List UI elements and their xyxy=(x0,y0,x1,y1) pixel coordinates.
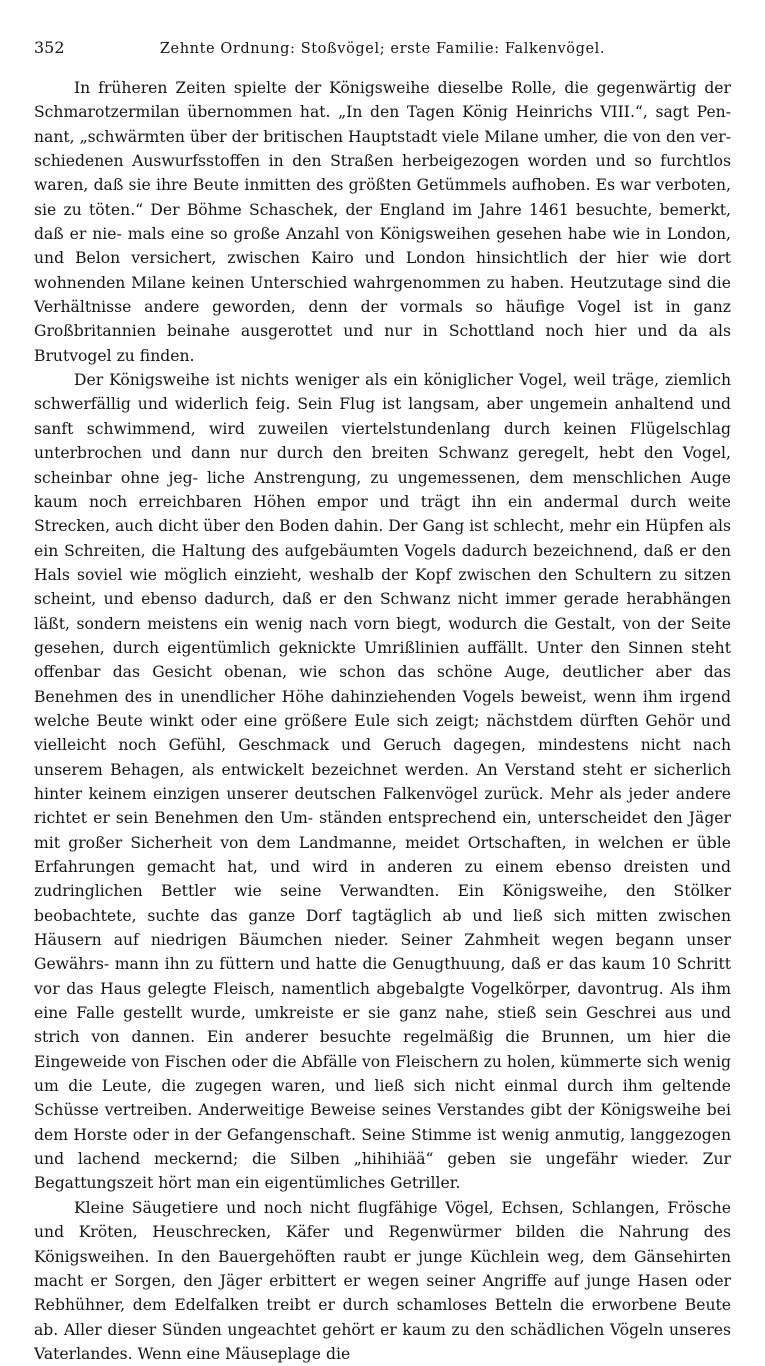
paragraph-diet: Kleine Säugetiere und noch nicht flugfähige Vögel, Echsen, Schlangen, Frösche und Kröten, Heuschrecken, Käfer und Regenwürmer bilden die Nahrung des Königsweihen. In den Bauergehöften raubt er junge Küchlein weg, dem Gänsehirten macht er Sorgen, den Jäger erbittert er wegen seiner Angriffe auf junge Hasen oder Rebhühner, dem Edelfalken treibt er durch schamloses Betteln die erworbene Beute ab. Aller dieser Sünden ungeachtet gehört er kaum zu den schädlichen Vögeln unseres Vaterlandes. Wenn eine Mäuseplage die xyxy=(34,1198,731,1363)
page-number: 352 xyxy=(34,38,65,57)
text-body xyxy=(34,76,731,1366)
paragraph-history: In früheren Zeiten spielte der Königsweihe dieselbe Rolle, die gegenwärtig der Schmarotzermilan übernommen hat. „In den Tagen König Heinrichs VIII.“, sagt Pen- nant, „schwärmten über der britischen Hauptstadt viele Milane umher, die von den ver- schiedenen Auswurfsstoffen in den Straßen herbeigezogen worden und so furchtlos waren, daß sie ihre Beute inmitten des größten Getümmels aufhoben. Es war verboten, sie zu töten.“ Der Böhme Schaschek, der England im Jahre 1461 besuchte, bemerkt, daß er nie- mals eine so große Anzahl von Königsweihen gesehen habe wie in London, und Belon versichert, zwischen Kairo und London hinsichtlich der hier wie dort wohnenden Milane keinen Unterschied wahrgenommen zu haben. Heutzutage sind die Verhältnisse andere geworden, denn der vormals so häufige Vogel ist in ganz Großbritannien beinahe ausgerottet und nur in Schottland noch hier und da als Brutvogel zu finden. xyxy=(34,79,731,365)
running-head-title: Zehnte Ordnung: Stoßvögel; erste Familie: Falkenvögel. xyxy=(159,41,606,57)
paragraph-behavior: Der Königsweihe ist nichts weniger als ein königlicher Vogel, weil träge, ziemlich schwerfällig und widerlich feig. Sein Flug ist langsam, aber ungemein anhaltend und sanft schwimmend, wird zuweilen viertelstundenlang durch keinen Flügelschlag unterbrochen und dann nur durch den breiten Schwanz geregelt, hebt den Vogel, scheinbar ohne jeg- liche Anstrengung, zu ungemessenen, dem menschlichen Auge kaum noch erreichbaren Höhen empor und trägt ihn ein andermal durch weite Strecken, auch dicht über den Boden dahin. Der Gang ist schlecht, mehr ein Hüpfen als ein Schreiten, die Haltung des aufgebäumten Vogels dadurch bezeichnend, daß er den Hals soviel wie möglich einzieht, weshalb der Kopf zwischen den Schultern zu sitzen scheint, und ebenso dadurch, daß er den Schwanz nicht immer gerade herabhängen läßt, sondern meistens ein wenig nach vorn biegt, wodurch die Gestalt, von der Seite gesehen, durch eigentümlich geknickte Umrißlinien auffällt. Unter den Sinnen steht offenbar das Gesicht obenan, wie schon das schöne Auge, deutlicher aber das Benehmen des in unendlicher Höhe dahinziehenden Vogels beweist, wenn ihm irgend welche Beute winkt oder eine größere Eule sich zeigt; nächstdem dürften Gehör und vielleicht noch Gefühl, Geschmack und Geruch dagegen, mindestens nicht nach unserem Behagen, als entwickelt bezeichnet werden. An Verstand steht er sicherlich hinter keinem einzigen unserer deutschen Falkenvögel zurück. Mehr als jeder andere richtet er sein Benehmen den Um- ständen entsprechend ein, unterscheidet den Jäger mit großer Sicherheit von dem Landmanne, meidet Ortschaften, in welchen er üble Erfahrungen gemacht hat, und wird in anderen zu einem ebenso dreisten und zudringlichen Bettler wie seine Verwandten. Ein Königsweihe, den Stölker beobachtete, suchte das ganze Dorf tagtäglich ab und ließ sich mitten zwischen Häusern auf niedrigen Bäumchen nieder. Seiner Zahmheit wegen begann unser Gewährs- mann ihn zu füttern und hatte die Genugthuung, daß er das kaum 10 Schritt vor das Haus gelegte Fleisch, namentlich abgebalgte Vogelkörper, davontrug. Als ihm eine Falle gestellt wurde, umkreiste er sie ganz nahe, stieß sein Geschrei aus und strich von dannen. Ein anderer besuchte regelmäßig die Brunnen, um hier die Eingeweide von Fischen oder die Abfälle von Fleischern zu holen, kümmerte sich wenig um die Leute, die zugegen waren, und ließ sich nicht einmal durch ihm geltende Schüsse vertreiben. Anderweitige Beweise seines Verstandes gibt der Königsweihe bei dem Horste oder in der Gefangenschaft. Seine Stimme ist wenig anmutig, langgezogen und lachend meckernd; die Silben „hihihiää“ geben sie ungefähr wieder. Zur Begattungszeit hört man ein eigentümliches Getriller. xyxy=(34,371,732,1193)
running-head xyxy=(34,38,731,62)
